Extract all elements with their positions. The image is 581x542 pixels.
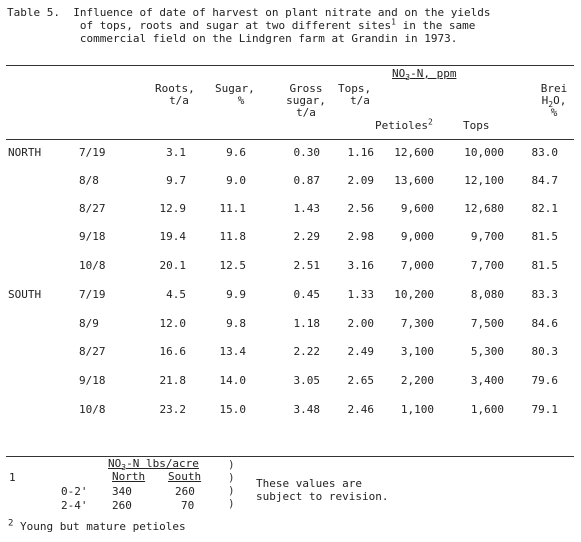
- cell-brei: 81.5: [531, 230, 558, 243]
- cell-date: 8/8: [79, 174, 99, 187]
- cell-tops: 2.49: [347, 345, 374, 358]
- cell-sugar: 9.6: [226, 146, 246, 159]
- cell-petioles: 2,200: [400, 374, 434, 387]
- cell-tops: 2.00: [347, 317, 374, 330]
- cell-gross: 1.43: [293, 202, 320, 215]
- cell-site: [8, 230, 68, 244]
- cell-tops: 2.09: [347, 174, 374, 187]
- cell-tops-no3: 10,000: [464, 146, 504, 159]
- header-tops: Tops, t/a: [338, 82, 372, 107]
- cell-petioles: 13,600: [394, 174, 434, 187]
- cell-tops: 3.16: [347, 259, 374, 272]
- cell-site: [8, 317, 68, 331]
- cell-sugar: 11.8: [219, 230, 246, 243]
- cell-gross: 2.22: [293, 345, 320, 358]
- cell-site: NORTH: [8, 146, 42, 159]
- cell-date: 8/9: [79, 317, 99, 330]
- cell-sugar: 11.1: [219, 202, 246, 215]
- caption-line-1: Influence of date of harvest on plant nitrate and on the yields: [73, 6, 491, 19]
- cell-roots: 12.9: [159, 202, 186, 215]
- cell-site: [8, 174, 68, 188]
- cell-roots: 9.7: [166, 174, 186, 187]
- top-rule: [6, 65, 574, 66]
- cell-roots: 23.2: [159, 403, 186, 416]
- footnote-1-south-2: 70: [181, 499, 195, 512]
- cell-gross: 1.18: [293, 317, 320, 330]
- cell-date: 9/18: [79, 374, 106, 387]
- footnote-1-depth-2: 2-4': [61, 499, 88, 512]
- cell-site: [8, 345, 68, 359]
- cell-petioles: 1,100: [400, 403, 434, 416]
- cell-roots: 16.6: [159, 345, 186, 358]
- footnote-2: [8, 520, 186, 533]
- cell-petioles: 10,200: [394, 288, 434, 301]
- cell-sugar: 9.8: [226, 317, 246, 330]
- header-tops-no3: Tops: [463, 119, 490, 132]
- cell-sugar: 12.5: [219, 259, 246, 272]
- footnote-1-north-2: 260: [112, 499, 132, 512]
- cell-petioles: 12,600: [394, 146, 434, 159]
- cell-tops: 2.98: [347, 230, 374, 243]
- cell-brei: 82.1: [531, 202, 558, 215]
- footnote-1-title: $NO_3-N$ lbs/acre: [108, 457, 199, 473]
- cell-tops-no3: 8,080: [470, 288, 504, 301]
- header-gross-sugar: Gross sugar, t/a: [286, 82, 326, 119]
- cell-roots: 3.1: [166, 146, 186, 159]
- cell-gross: 3.48: [293, 403, 320, 416]
- footnote-1-note-line-1: These values are: [256, 477, 362, 490]
- cell-date: 10/8: [79, 403, 106, 416]
- footnote-2-marker: 2: [8, 518, 14, 529]
- cell-petioles: 9,600: [400, 202, 434, 215]
- cell-brei: 80.3: [531, 345, 558, 358]
- header-roots: Roots, t/a: [155, 82, 195, 107]
- header-sugar: Sugar, %: [215, 82, 255, 107]
- cell-site: [8, 403, 68, 417]
- header-petioles: Petioles$^2$: [375, 117, 433, 132]
- cell-tops-no3: 7,500: [470, 317, 504, 330]
- cell-tops: 2.46: [347, 403, 374, 416]
- cell-tops-no3: 7,700: [470, 259, 504, 272]
- footnote-1-south-header: South: [168, 470, 202, 483]
- cell-sugar: 14.0: [219, 374, 246, 387]
- cell-site: [8, 259, 68, 273]
- caption-line-2b: in the same: [395, 19, 476, 32]
- cell-site: [8, 202, 68, 216]
- cell-brei: 83.3: [531, 288, 558, 301]
- cell-tops-no3: 1,600: [470, 403, 504, 416]
- cell-gross: 3.05: [293, 374, 320, 387]
- cell-petioles: 3,100: [400, 345, 434, 358]
- header-brei: Brei $H_2O$, %: [540, 82, 568, 119]
- cell-brei: 79.1: [531, 403, 558, 416]
- cell-date: 10/8: [79, 259, 106, 272]
- cell-site: [8, 374, 68, 388]
- cell-date: 8/27: [79, 345, 106, 358]
- cell-gross: 2.29: [293, 230, 320, 243]
- caption-line-2a: of tops, roots and sugar at two different sites: [79, 19, 392, 32]
- cell-roots: 19.4: [159, 230, 186, 243]
- header-rule: [6, 139, 574, 140]
- cell-sugar: 13.4: [219, 345, 246, 358]
- svg-text:): ): [228, 497, 235, 510]
- cell-roots: 4.5: [166, 288, 186, 301]
- header-no3-n-ppm: $NO_3-N$, ppm: [392, 67, 457, 83]
- cell-date: 7/19: [79, 288, 106, 301]
- cell-tops-no3: 5,300: [470, 345, 504, 358]
- cell-roots: 21.8: [159, 374, 186, 387]
- cell-date: 7/19: [79, 146, 106, 159]
- cell-site: SOUTH: [8, 288, 42, 301]
- cell-petioles: 9,000: [400, 230, 434, 243]
- cell-petioles: 7,000: [400, 259, 434, 272]
- footnote-1-depth-1: 0-2': [61, 485, 88, 498]
- cell-tops-no3: 9,700: [470, 230, 504, 243]
- footnote-2-text: Young but mature petioles: [20, 520, 186, 533]
- cell-brei: 84.6: [531, 317, 558, 330]
- cell-petioles: 7,300: [400, 317, 434, 330]
- cell-date: 8/27: [79, 202, 106, 215]
- svg-text:): ): [228, 484, 235, 497]
- table-caption: [7, 6, 490, 45]
- table-label: Table 5.: [7, 6, 60, 19]
- cell-sugar: 9.9: [226, 288, 246, 301]
- cell-brei: 79.6: [531, 374, 558, 387]
- svg-text:): ): [228, 458, 235, 471]
- cell-gross: 2.51: [293, 259, 320, 272]
- caption-superscript: 1: [391, 17, 396, 27]
- footnote-1-marker: 1: [9, 471, 16, 484]
- caption-line-3: commercial field on the Lindgren farm at Grandin in 1973.: [79, 32, 458, 45]
- cell-date: 9/18: [79, 230, 106, 243]
- cell-brei: 81.5: [531, 259, 558, 272]
- cell-tops-no3: 3,400: [470, 374, 504, 387]
- svg-text:): ): [228, 471, 235, 484]
- cell-sugar: 9.0: [226, 174, 246, 187]
- cell-roots: 20.1: [159, 259, 186, 272]
- cell-tops: 1.33: [347, 288, 374, 301]
- cell-tops: 2.65: [347, 374, 374, 387]
- footnote-1-south-1: 260: [175, 485, 195, 498]
- cell-sugar: 15.0: [219, 403, 246, 416]
- cell-brei: 83.0: [531, 146, 558, 159]
- cell-tops-no3: 12,680: [464, 202, 504, 215]
- footnote-1-north-header: North: [112, 470, 146, 483]
- cell-gross: 0.45: [293, 288, 320, 301]
- cell-gross: 0.87: [293, 174, 320, 187]
- cell-tops: 2.56: [347, 202, 374, 215]
- footnote-1-north-1: 340: [112, 485, 132, 498]
- bottom-rule: [6, 456, 574, 457]
- cell-tops: 1.16: [347, 146, 374, 159]
- cell-brei: 84.7: [531, 174, 558, 187]
- footnote-1-note-line-2: subject to revision.: [256, 490, 389, 503]
- cell-tops-no3: 12,100: [464, 174, 504, 187]
- cell-roots: 12.0: [159, 317, 186, 330]
- cell-gross: 0.30: [293, 146, 320, 159]
- footnote-brace: [226, 458, 238, 514]
